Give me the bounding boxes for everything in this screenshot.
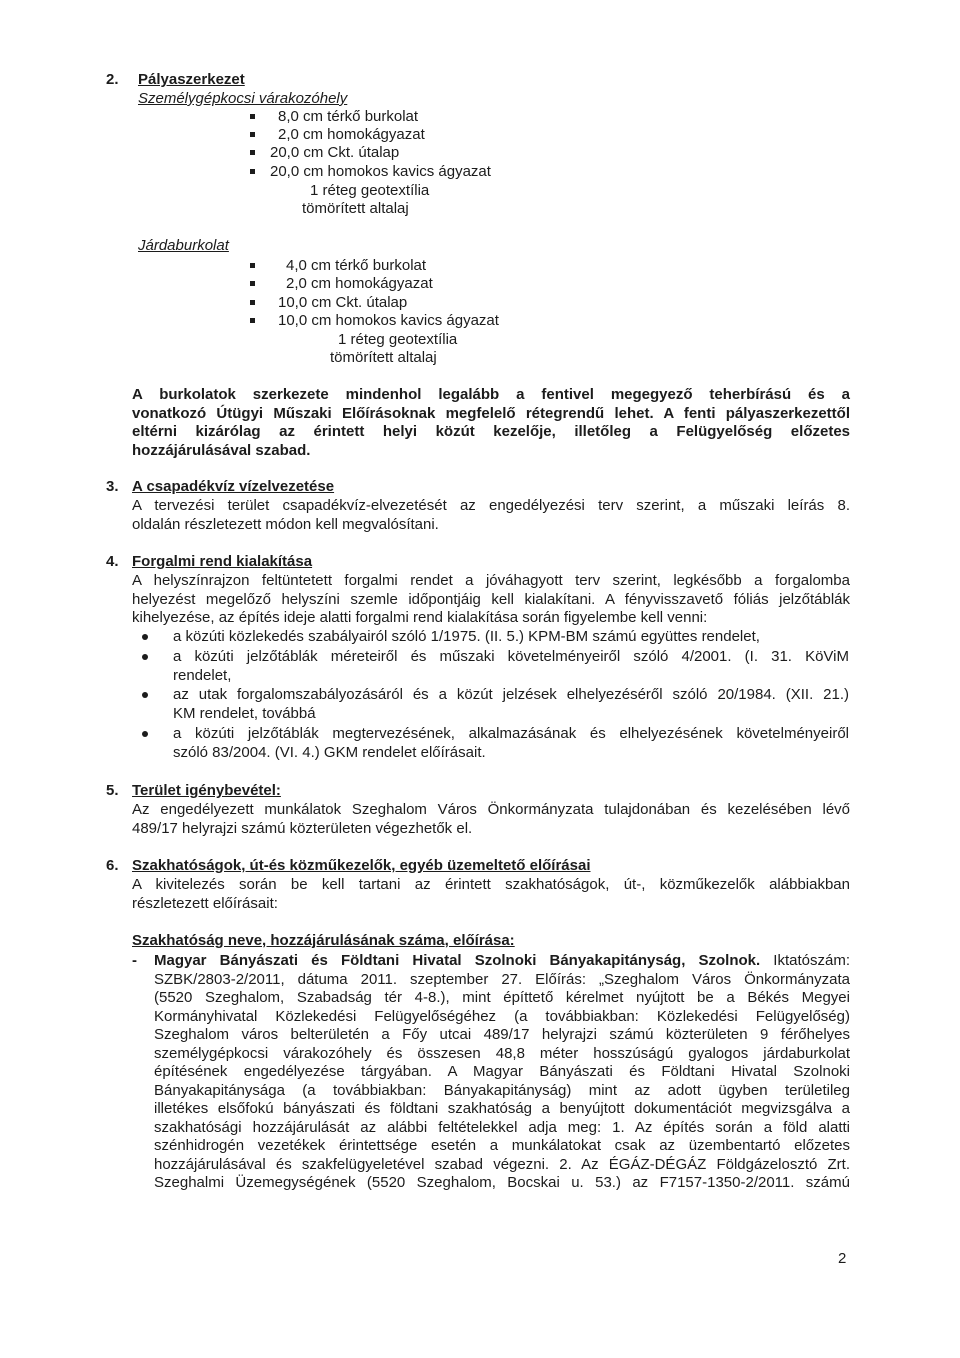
layer-item: 4,0 cm térkő burkolat (286, 257, 427, 274)
section-3-body (132, 497, 850, 534)
bullet-square-icon (250, 169, 255, 174)
authority-name: Magyar Bányászati és Földtani Hivatal Szolnoki Bányakapitányság, Szolnok. (154, 952, 761, 969)
paragraph-line: eltérni kizárólag az érintett helyi közút kezelője, illetőleg a Felügyelőség előzetes (132, 423, 850, 440)
authority-subtitle: Szakhatóság neve, hozzájárulásának száma, előírása: (132, 932, 515, 949)
paragraph-line: A kivitelezés során be kell tartani az érintett szakhatóságok, út-, közműkezelők alábbiakban (132, 876, 850, 893)
section-2-number: 2. (106, 71, 119, 88)
list-item-line: KM rendelet, továbbá (173, 704, 316, 722)
section-6-title: Szakhatóságok, út-és közműkezelők, egyéb üzemeltető előírásai (132, 857, 591, 874)
paragraph-line: Szeghalom város belterületén a Főy utcai 489/17 helyrajzi számú közterületen 9 férőhelyes (154, 1026, 850, 1043)
list-item-line: a közúti jelzőtáblák méreteiről és műszaki követelményeiről szóló 4/2001. (I. 31. KöViM (173, 648, 849, 665)
section-6-body (132, 876, 850, 913)
bullet-square-icon (250, 150, 255, 155)
section-3-title: A csapadékvíz vízelvezetése (132, 478, 335, 495)
paragraph-line: 489/17 helyrajzi számú közterületen végezhetők el. (132, 819, 473, 837)
section-3-number: 3. (106, 478, 119, 495)
bullet-square-icon (250, 114, 255, 119)
paragraph-line: személygépkocsi várakozóhely és összesen 48,8 méter hosszúságú gyalogos járdaburkolat (154, 1044, 850, 1062)
layer-item: 2,0 cm homokágyazat (278, 126, 425, 143)
layer-item: 10,0 cm Ckt. útalap (278, 294, 408, 311)
paragraph-line: hozzájárulásával szabad. (132, 441, 311, 459)
layer-item: 2,0 cm homokágyazat (286, 275, 433, 292)
paragraph-line: A tervezési terület csapadékvíz-elvezetését az engedélyezési terv szerint, a műszaki leírás 8. (132, 497, 850, 514)
bullet-dot-icon (142, 634, 148, 640)
paragraph-line: kihelyezése, az építés ideje alatti forgalmi rend kialakítása során figyelembe kell venni: (132, 609, 708, 626)
layer-extra: 1 réteg geotextília (310, 182, 430, 199)
section-5-number: 5. (106, 782, 119, 799)
layer-item: 10,0 cm homokos kavics ágyazat (278, 312, 499, 329)
section-2-title: Pályaszerkezet (138, 71, 245, 88)
paragraph-line: Kormányhivatal Közlekedési Felügyelőségéhez (a továbbiakban: Közlekedési Felügyelőség) (154, 1007, 850, 1025)
layer-item: 20,0 cm homokos kavics ágyazat (270, 163, 491, 180)
paragraph-line: helyezést megelőző helyszíni szemle időpontjáig kell kialakítani. A fényvisszavető fóliás jelzőtáblák (132, 590, 850, 608)
layer-extra: tömörített altalaj (302, 200, 409, 217)
section-5-title: Terület igénybevétel: (132, 782, 281, 799)
bullet-dot-icon (142, 654, 148, 660)
paragraph-line: Szeghalmi Üzemegységének (5520 Szeghalom, Bocskai u. 53.) az F7157-1350-2/2011. számú (154, 1174, 850, 1191)
authority-item-rest: Iktatószám: (760, 952, 851, 969)
paragraph-line: részletezett előírásait: (132, 894, 278, 912)
paragraph-line: vonatkozó Útügyi Műszaki Előírásoknak megfelelő rétegrendű lehet. A fenti pályaszerkezettől (132, 404, 850, 422)
paragraph-line: oldalán részletezett módon kell megvalósítani. (132, 515, 439, 533)
paragraph-line: építésének engedélyezése tárgyában. A Magyar Bányászati és Földtani Hivatal Szolnoki (154, 1063, 850, 1080)
section-6-number: 6. (106, 857, 119, 874)
layer-item: 20,0 cm Ckt. útalap (270, 144, 400, 161)
bullet-square-icon (250, 281, 255, 286)
paragraph-line: Az engedélyezett munkálatok Szeghalom Város Önkormányzata tulajdonában és kezelésében lévő (132, 801, 850, 818)
paragraph-line: (5520 Szeghalom, Szabadság tér 4-8.), mint építtető kérelmet nyújtott be a Békés Megyei (154, 989, 850, 1006)
paragraph-line: SZBK/2803-2/2011, dátuma 2011. szeptember 27. Előírás: „Szeghalom Város Önkormányzata (154, 970, 850, 988)
section-5-body (132, 801, 850, 838)
paragraph-line: A burkolatok szerkezete mindenhol legalább a fentivel megegyező teherbírású és a (132, 386, 850, 403)
section-4-body (132, 572, 850, 628)
bullet-square-icon (250, 263, 255, 268)
authority-item (154, 952, 850, 1193)
list-item-line: a közúti jelzőtáblák megtervezésének, alkalmazásának és elhelyezésének követelményeiről (173, 725, 849, 742)
list-item (173, 686, 849, 723)
list-item: a közúti közlekedés szabályairól szóló 1/1975. (II. 5.) KPM-BM számú együttes rendelet, (173, 628, 760, 645)
bullet-square-icon (250, 300, 255, 305)
list-item-line: rendelet, (173, 666, 232, 684)
paragraph-line: illetékes elsőfokú bányászati és földtani szakhatóság a benyújtott dokumentációt megvizsgálva a (154, 1100, 850, 1117)
list-item (173, 648, 849, 685)
page-number: 2 (838, 1250, 847, 1267)
section-4-title: Forgalmi rend kialakítása (132, 553, 313, 570)
list-item-line: szóló 83/2004. (VI. 4.) GKM rendelet előírásait. (173, 743, 486, 761)
bullet-dot-icon (142, 731, 148, 737)
paragraph-line: hozzájárulásával és szakfelügyeletével szabad végezni. 2. Az ÉGÁZ-DÉGÁZ Földgázelosztó Zrt. (154, 1155, 850, 1173)
paragraph-line: A helyszínrajzon feltüntetett forgalmi rendet a jóváhagyott terv szerint, legkésőbb a forgalomba (132, 572, 850, 589)
layer-extra: 1 réteg geotextília (338, 331, 458, 348)
section-4-number: 4. (106, 553, 119, 570)
authority-item-first-line (154, 952, 850, 971)
layer-extra: tömörített altalaj (330, 349, 437, 366)
paragraph-line: Bányakapitánysága (a továbbiakban: Bányakapitányság) mint az adott ügyben területileg (154, 1081, 850, 1099)
list-dash: - (132, 952, 137, 969)
paragraph-line: szakhatósági hozzájárulását az alábbi feltételekkel adja meg: 1. Az építés során a föld alatti (154, 1118, 850, 1136)
list-item-line: az utak forgalomszabályozásáról és a közút jelzések elhelyezéséről szóló 20/1984. (XII. 21.) (173, 686, 849, 703)
sidewalk-heading: Járdaburkolat (138, 237, 229, 254)
layer-item: 8,0 cm térkő burkolat (278, 108, 419, 125)
parking-heading: Személygépkocsi várakozóhely (138, 90, 348, 107)
bullet-square-icon (250, 318, 255, 323)
pavement-requirement-paragraph (132, 386, 850, 460)
paragraph-line: szénhidrogén vezetékek érintettsége esetén a munkálatokat csak az üzembentartó előzetes (154, 1137, 850, 1154)
bullet-dot-icon (142, 692, 148, 698)
list-item (173, 725, 849, 762)
bullet-square-icon (250, 132, 255, 137)
